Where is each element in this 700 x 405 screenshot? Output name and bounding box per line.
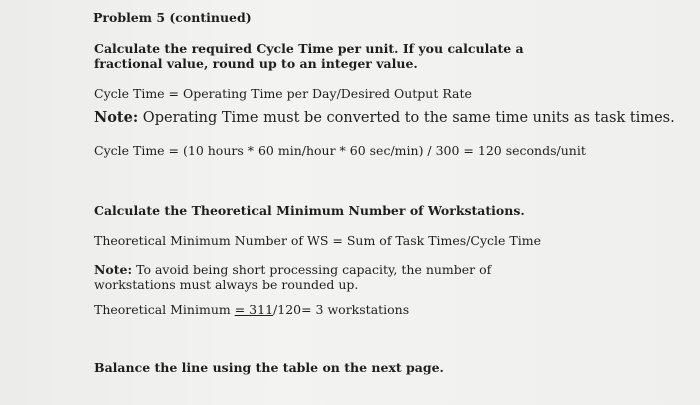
- problem-heading: Problem 5 (continued): [93, 10, 252, 25]
- result-underlined: = 311: [234, 302, 274, 317]
- note-label: Note:: [94, 109, 139, 126]
- result-suffix: /120= 3 workstations: [273, 302, 410, 317]
- cycle-time-instruction: Calculate the required Cycle Time per unit. If you calculate a fractional value, round up to an integer value.: [94, 41, 524, 71]
- note-text: Operating Time must be converted to the same time units as task times.: [138, 110, 675, 126]
- note-operating-time: [94, 110, 675, 126]
- note-rounding: [94, 262, 574, 292]
- note-label: Note:: [94, 262, 133, 277]
- cycle-time-formula: Cycle Time = Operating Time per Day/Desired Output Rate: [94, 86, 472, 101]
- result-prefix: Theoretical Minimum: [94, 302, 235, 317]
- workstations-formula: Theoretical Minimum Number of WS = Sum of Task Times/Cycle Time: [94, 233, 541, 248]
- theoretical-minimum-result: [94, 302, 409, 317]
- balance-line-instruction: Balance the line using the table on the next page.: [94, 360, 444, 375]
- cycle-time-calculation: Cycle Time = (10 hours * 60 min/hour * 60 sec/min) / 300 = 120 seconds/unit: [94, 143, 586, 158]
- note-text: To avoid being short processing capacity, the number of workstations must always be rounded up.: [94, 262, 492, 292]
- workstations-heading: Calculate the Theoretical Minimum Number of Workstations.: [94, 203, 525, 218]
